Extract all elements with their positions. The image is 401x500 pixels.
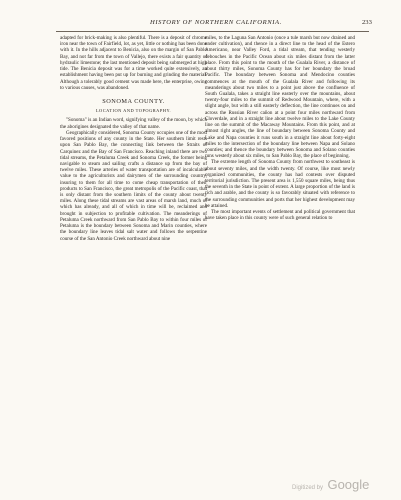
paragraph: The extreme length of Sonoma County from northwest to southeast is about seventy miles, and the width twenty. Of course, like most newly organized communities, the county has had contests over disputed territorial jurisdiction. The present area is 1,550 square miles, being thus the seventh in the State in point of extent. A large proportion of the land is rich and arable, and the county is so favorably situated with reference to the surrounding communities and ports that her highest development may be attained. <box>205 159 355 209</box>
section-title: SONOMA COUNTY. <box>102 97 165 105</box>
section-subtitle: LOCATION AND TOPOGRAPHY. <box>95 108 172 114</box>
paragraph: Geographically considered, Sonoma County occupies one of the most favored positions of any county in the State. Her southern limit rests upon San Pablo Bay, the connecting link between the Straits of Carquinez and the Bay of San Francisco. Reaching inland there are two tidal streams, the Petaluma Creek and Sonoma Creek, the former being navigable to steam and sailing crafts a distance up from the bay of twelve miles. These arteries of water transportation are of incalculable value to the agriculturists and dairymen of the surrounding country, insuring to them for all time to come cheap transportation of their products to San Francisco, the great metropolis of the Pacific coast, that is only distant from the southern limits of the county about twenty miles. Along these tidal streams are vast areas of marsh land, much of which has already, and all of which in time will be, reclaimed and brought in subjection to profitable cultivation. The meanderings of Petaluma Creek northward from San Pablo Bay to within four miles of Petaluma is the boundary between Sonoma and Marin counties, where the boundary line leaves tidal salt water and follows the serpentine course of the San Antonio Creek northward about nine <box>60 129 207 242</box>
left-column <box>60 35 207 242</box>
running-title: HISTORY OF NORTHERN CALIFORNIA. <box>150 19 282 26</box>
digitized-watermark <box>292 476 369 494</box>
page-number: 233 <box>362 19 372 26</box>
paragraph: The most important events of settlement and political government that have taken place in this county were of such general relation to <box>205 209 355 222</box>
paragraph: adapted for brick-making is also plentiful. There is a deposit of chrome iron near the town of Fairfield, lot, as yet, little or nothing has been done with it. In the hills adjacent to Benicia, also on the margin of San Pablo Bay, and not far from the town of Vallejo, there exists a fair quantity of hydraulic limestone; the last mentioned deposit being submerged at high tide. The Benicia deposit was for a time worked quite extensively, an establishment having been put up for burning and grinding the material. Although a tolerably good cement was made here, the enterprise, owing to various causes, was abandoned. <box>60 35 207 91</box>
watermark-brand: Google <box>327 477 370 492</box>
paragraph: "Sonoma" is an Indian word, signifying valley of the moon, by which the aborigines designated the valley of that name. <box>60 117 207 130</box>
running-header <box>0 19 401 31</box>
watermark-prefix: Digitized by <box>292 485 324 491</box>
right-column <box>205 35 355 222</box>
paragraph: miles, to the Laguna San Antonio (once a tule marsh but now drained and under cultivation), and thence in a direct line to the head of the Estero Americano, near Valley Ford, a tidal stream, that tending westerly debouches in the Pacific Ocean about six miles distant from the latter place. From this point to the mouth of the Gualala River, a distance of about thirty miles, Sonoma County has for her boundary the broad Pacific. The boundary between Sonoma and Mendocino counties commences at the mouth of the Gualala River and following its meanderings about two miles to a point just above the confluence of South Gualala, takes a straight line easterly over the mountains, about twenty-four miles to the summit of Redwood Mountain, where, with a slight angle, but with a still easterly deflection, the line continues on and across the Russian River cañon at a point four miles northward from Cloverdale, and in a straight line about twelve miles to the Lake County line on the summit of the Macaway Mountains. From this point, and at almost right angles, the line of boundary between Sonoma County and Lake and Napa counties it runs south in a straight line about forty-eight miles to the intersection of the boundary line between Napa and Solano counties; and thence the boundary between Sonoma and Solano counties runs westerly about six miles, to San Pablo Bay, the place of beginning. <box>205 35 355 160</box>
header-rule <box>56 31 369 32</box>
